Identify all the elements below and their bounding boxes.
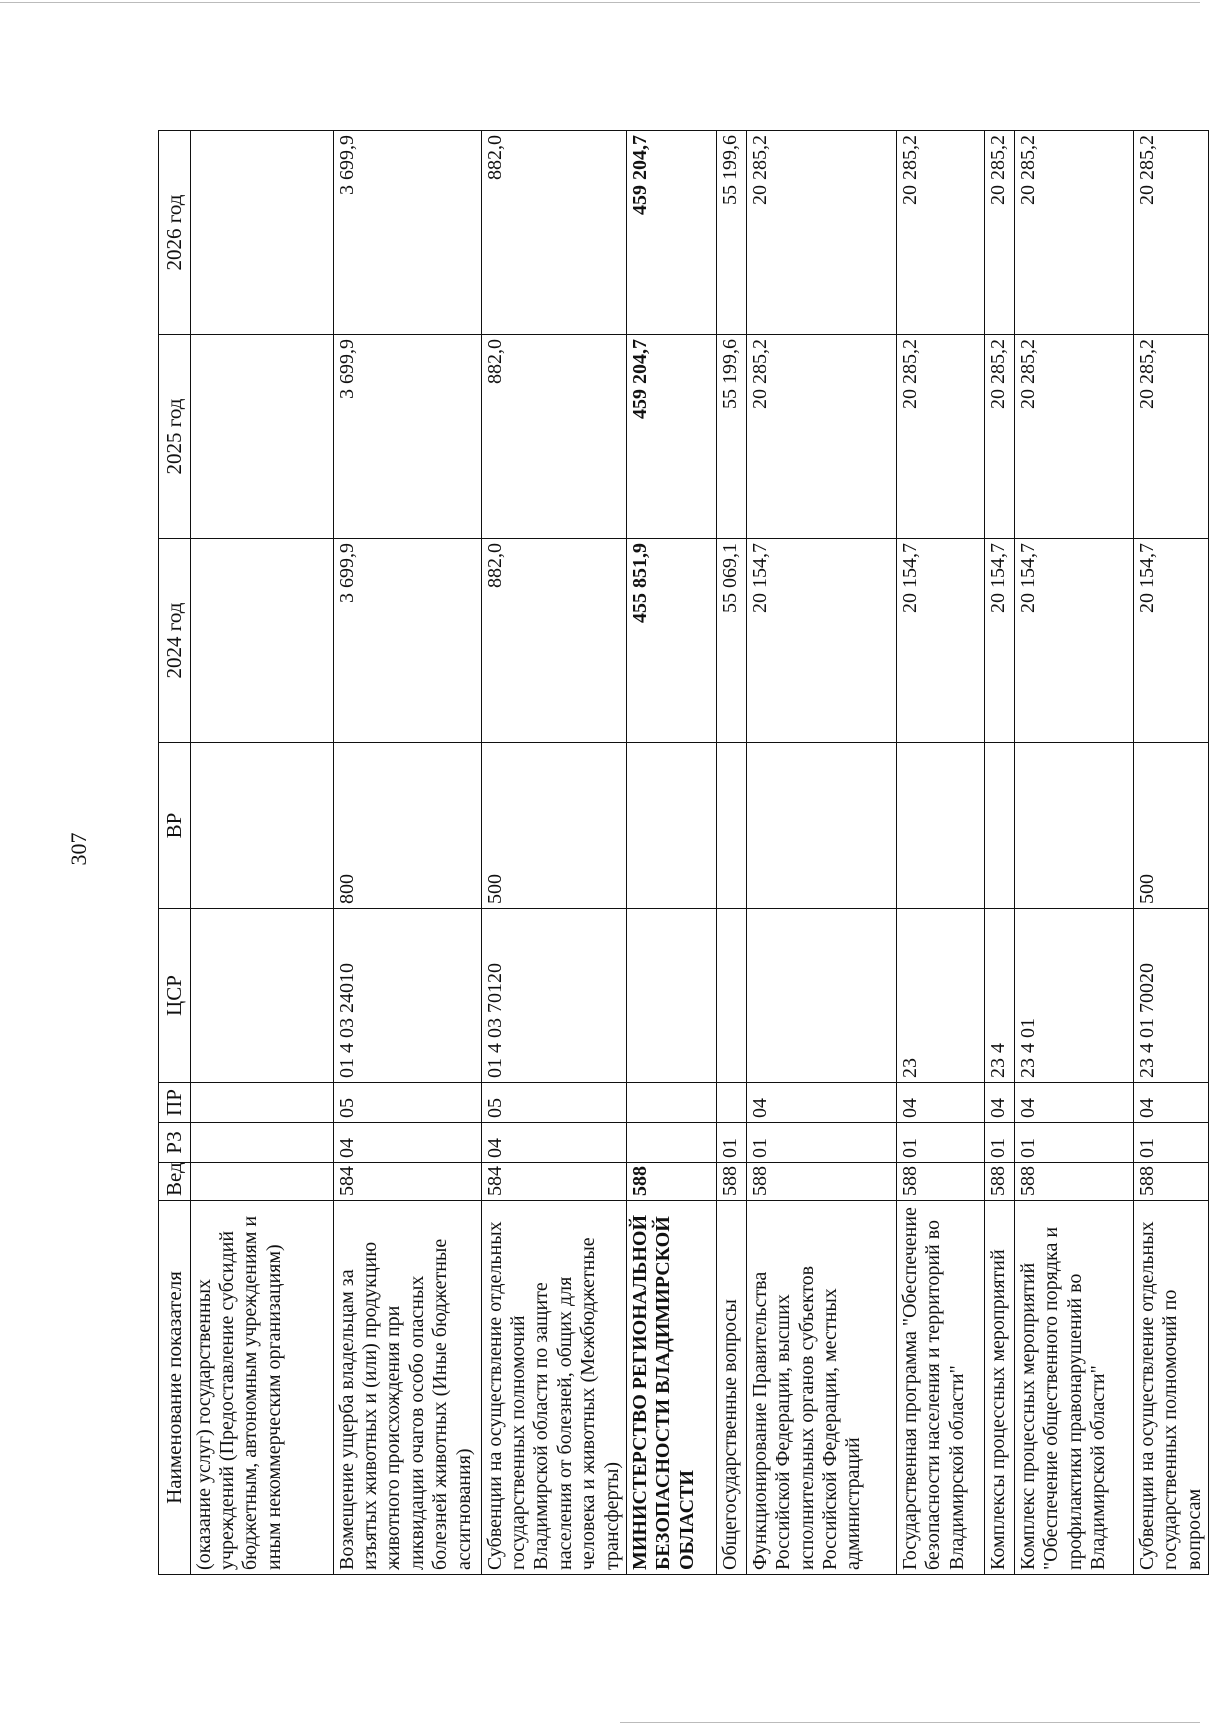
cell-rz: 04 [333, 1123, 481, 1163]
cell-ved: 588 [716, 1163, 746, 1201]
cell-pr: 04 [984, 1083, 1014, 1123]
cell-2024: 20 154,7 [1133, 539, 1208, 743]
table-row [190, 131, 333, 1575]
cell-pr: 05 [481, 1083, 626, 1123]
cell-2024: 3 699,9 [333, 539, 481, 743]
cell-2024: 20 154,7 [984, 539, 1014, 743]
cell-2024: 55 069,1 [716, 539, 746, 743]
cell-2024 [190, 539, 333, 743]
cell-vr: 800 [333, 743, 481, 909]
cell-name: Общегосударственные вопросы [716, 1201, 746, 1575]
cell-vr [746, 743, 896, 909]
cell-2024: 20 154,7 [746, 539, 896, 743]
cell-ved: 588 [746, 1163, 896, 1201]
cell-pr: 04 [1014, 1083, 1133, 1123]
cell-ved: 588 [626, 1163, 716, 1201]
table-row [333, 131, 481, 1575]
cell-2025 [190, 335, 333, 539]
table-row [626, 131, 716, 1575]
cell-ved: 584 [333, 1163, 481, 1201]
cell-name: Функционирование Правительства Российской Федерации, высших исполнительных органов субъектов Российской Федерации, местных администраций [746, 1201, 896, 1575]
cell-vr [190, 743, 333, 909]
cell-2026: 20 285,2 [746, 131, 896, 335]
header-rz: РЗ [159, 1123, 191, 1163]
cell-vr [626, 743, 716, 909]
cell-2025: 20 285,2 [1014, 335, 1133, 539]
table-row [1014, 131, 1133, 1575]
cell-rz: 01 [984, 1123, 1014, 1163]
cell-2025: 55 199,6 [716, 335, 746, 539]
cell-csr: 01 4 03 24010 [333, 909, 481, 1083]
cell-2026: 55 199,6 [716, 131, 746, 335]
cell-2024: 455 851,9 [626, 539, 716, 743]
cell-2026: 459 204,7 [626, 131, 716, 335]
cell-rz: 01 [896, 1123, 984, 1163]
page-number: 307 [66, 832, 91, 866]
cell-vr [896, 743, 984, 909]
cell-2025: 20 285,2 [1133, 335, 1208, 539]
table-row [746, 131, 896, 1575]
cell-name: Субвенции на осуществление отдельных государственных полномочий Владимирской области по защите населения от болезней, общих для человека и животных (Межбюджетные трансферты) [481, 1201, 626, 1575]
cell-rz: 01 [716, 1123, 746, 1163]
cell-pr: 05 [333, 1083, 481, 1123]
cell-2024: 20 154,7 [1014, 539, 1133, 743]
cell-csr: 23 4 01 [1014, 909, 1133, 1083]
header-pr: ПР [159, 1083, 191, 1123]
cell-2026: 20 285,2 [984, 131, 1014, 335]
table-row [984, 131, 1014, 1575]
budget-table [158, 130, 1209, 1575]
cell-2024: 20 154,7 [896, 539, 984, 743]
cell-rz: 01 [1133, 1123, 1208, 1163]
cell-ved: 584 [481, 1163, 626, 1201]
table-row [481, 131, 626, 1575]
cell-pr [190, 1083, 333, 1123]
cell-2026: 3 699,9 [333, 131, 481, 335]
cell-2026: 20 285,2 [1133, 131, 1208, 335]
cell-csr [190, 909, 333, 1083]
table-header-row [159, 131, 191, 1575]
table-row [896, 131, 984, 1575]
cell-rz: 04 [481, 1123, 626, 1163]
cell-vr [716, 743, 746, 909]
cell-2026 [190, 131, 333, 335]
header-vr: ВР [159, 743, 191, 909]
cell-pr [716, 1083, 746, 1123]
cell-name: Комплекс процессных мероприятий "Обеспечение общественного порядка и профилактики правонарушений во Владимирской области" [1014, 1201, 1133, 1575]
cell-2026: 882,0 [481, 131, 626, 335]
table-row [716, 131, 746, 1575]
cell-rz: 01 [1014, 1123, 1133, 1163]
cell-csr [716, 909, 746, 1083]
cell-2025: 459 204,7 [626, 335, 716, 539]
cell-name: МИНИСТЕРСТВО РЕГИОНАЛЬНОЙ БЕЗОПАСНОСТИ ВЛАДИМИРСКОЙ ОБЛАСТИ [626, 1201, 716, 1575]
header-2025: 2025 год [159, 335, 191, 539]
cell-name: Субвенции на осуществление отдельных государственных полномочий по вопросам [1133, 1201, 1208, 1575]
header-name: Наименование показателя [159, 1201, 191, 1575]
cell-ved: 588 [984, 1163, 1014, 1201]
cell-csr: 23 4 [984, 909, 1014, 1083]
header-csr: ЦСР [159, 909, 191, 1083]
cell-2024: 882,0 [481, 539, 626, 743]
cell-name: (оказание услуг) государственных учреждений (Предоставление субсидий бюджетным, автономным учреждениям и иным некоммерческим организациям) [190, 1201, 333, 1575]
cell-ved: 588 [896, 1163, 984, 1201]
cell-name: Государственная программа "Обеспечение безопасности населения и территорий во Владимирской области" [896, 1201, 984, 1575]
cell-2025: 3 699,9 [333, 335, 481, 539]
cell-2026: 20 285,2 [1014, 131, 1133, 335]
header-2024: 2024 год [159, 539, 191, 743]
cell-csr: 23 4 01 70020 [1133, 909, 1208, 1083]
cell-pr [626, 1083, 716, 1123]
cell-csr: 23 [896, 909, 984, 1083]
cell-vr: 500 [1133, 743, 1208, 909]
cell-2025: 882,0 [481, 335, 626, 539]
cell-2026: 20 285,2 [896, 131, 984, 335]
cell-rz [190, 1123, 333, 1163]
header-2026: 2026 год [159, 131, 191, 335]
cell-csr [626, 909, 716, 1083]
cell-pr: 04 [1133, 1083, 1208, 1123]
cell-ved: 588 [1014, 1163, 1133, 1201]
cell-name: Комплексы процессных мероприятий [984, 1201, 1014, 1575]
cell-pr: 04 [746, 1083, 896, 1123]
cell-csr: 01 4 03 70120 [481, 909, 626, 1083]
cell-rz: 01 [746, 1123, 896, 1163]
cell-ved [190, 1163, 333, 1201]
cell-rz [626, 1123, 716, 1163]
cell-vr: 500 [481, 743, 626, 909]
cell-vr [984, 743, 1014, 909]
header-ved: Вед [159, 1163, 191, 1201]
cell-vr [1014, 743, 1133, 909]
cell-ved: 588 [1133, 1163, 1208, 1201]
table-row [1133, 131, 1208, 1575]
cell-name: Возмещение ущерба владельцам за изъятых животных и (или) продукцию животного происхождения при ликвидации очагов особо опасных болезней животных (Иные бюджетные ассигнования) [333, 1201, 481, 1575]
cell-csr [746, 909, 896, 1083]
cell-2025: 20 285,2 [746, 335, 896, 539]
cell-2025: 20 285,2 [896, 335, 984, 539]
cell-pr: 04 [896, 1083, 984, 1123]
cell-2025: 20 285,2 [984, 335, 1014, 539]
